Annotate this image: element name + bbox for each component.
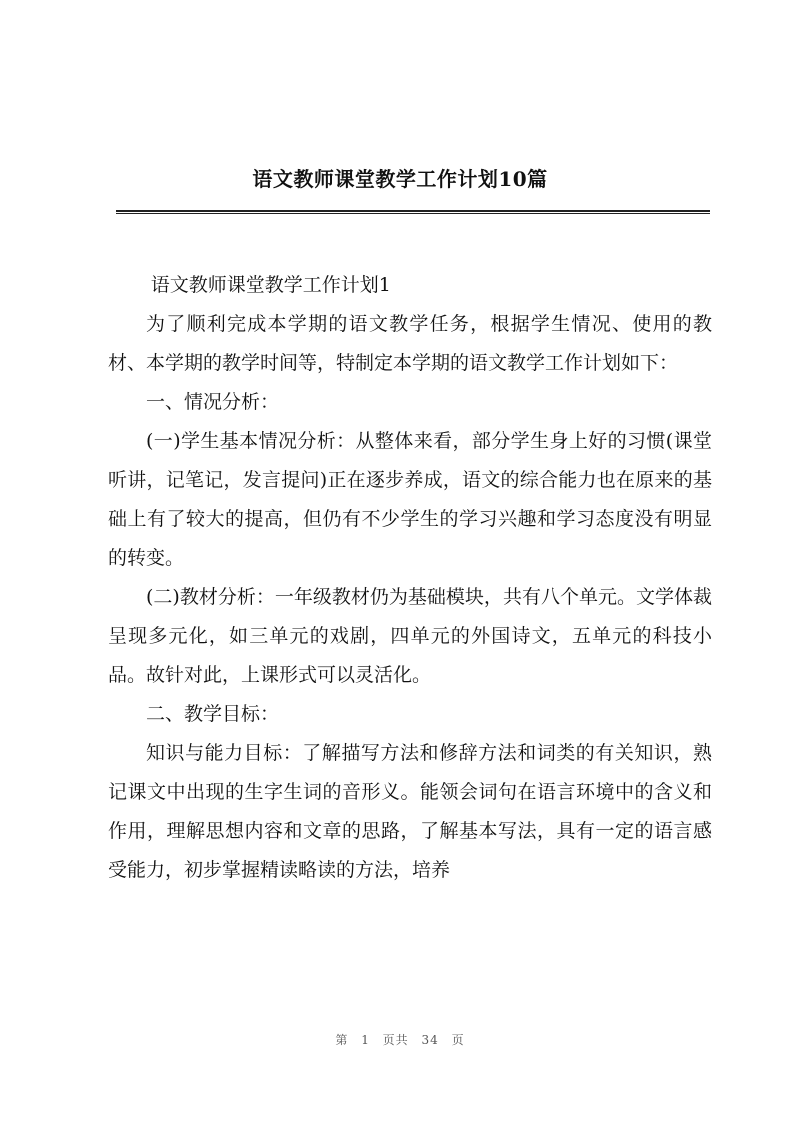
page-footer xyxy=(0,1031,800,1048)
page-title: 语文教师课堂教学工作计划10篇 xyxy=(252,167,548,191)
footer-prefix: 第 xyxy=(335,1033,349,1047)
paragraph: 为了顺利完成本学期的语文教学任务，根据学生情况、使用的教材、本学期的教学时间等，特制定本学期的语文教学工作计划如下： xyxy=(108,313,712,374)
paragraph: 知识与能力目标：了解描写方法和修辞方法和词类的有关知识，熟记课文中出现的生字生词的音形义。能领会词句在语言环境中的含义和作用，理解思想内容和文章的思路，了解基本写法，具有一定的语言感受能力，初步掌握精读略读的方法，培养 xyxy=(108,742,712,881)
footer-page-number: 1 xyxy=(361,1033,370,1047)
section-heading: 语文教师课堂教学工作计划1 xyxy=(150,274,391,296)
section-heading: 一、情况分析： xyxy=(146,391,280,413)
section-heading: 二、教学目标： xyxy=(146,703,280,725)
paragraph: (二)教材分析：一年级教材仍为基础模块，共有八个单元。文学体裁呈现多元化，如三单元的戏剧，四单元的外国诗文，五单元的科技小品。故针对此，上课形式可以灵活化。 xyxy=(108,586,712,686)
title-divider xyxy=(116,210,710,214)
footer-middle: 页共 xyxy=(382,1033,409,1047)
paragraph: (一)学生基本情况分析：从整体来看，部分学生身上好的习惯(课堂听讲，记笔记，发言提问)正在逐步养成，语文的综合能力也在原来的基础上有了较大的提高，但仍有不少学生的学习兴趣和学习态度没有明显的转变。 xyxy=(108,430,712,569)
footer-suffix: 页 xyxy=(451,1033,465,1047)
footer-total-pages: 34 xyxy=(421,1033,439,1047)
document-body xyxy=(108,266,712,890)
